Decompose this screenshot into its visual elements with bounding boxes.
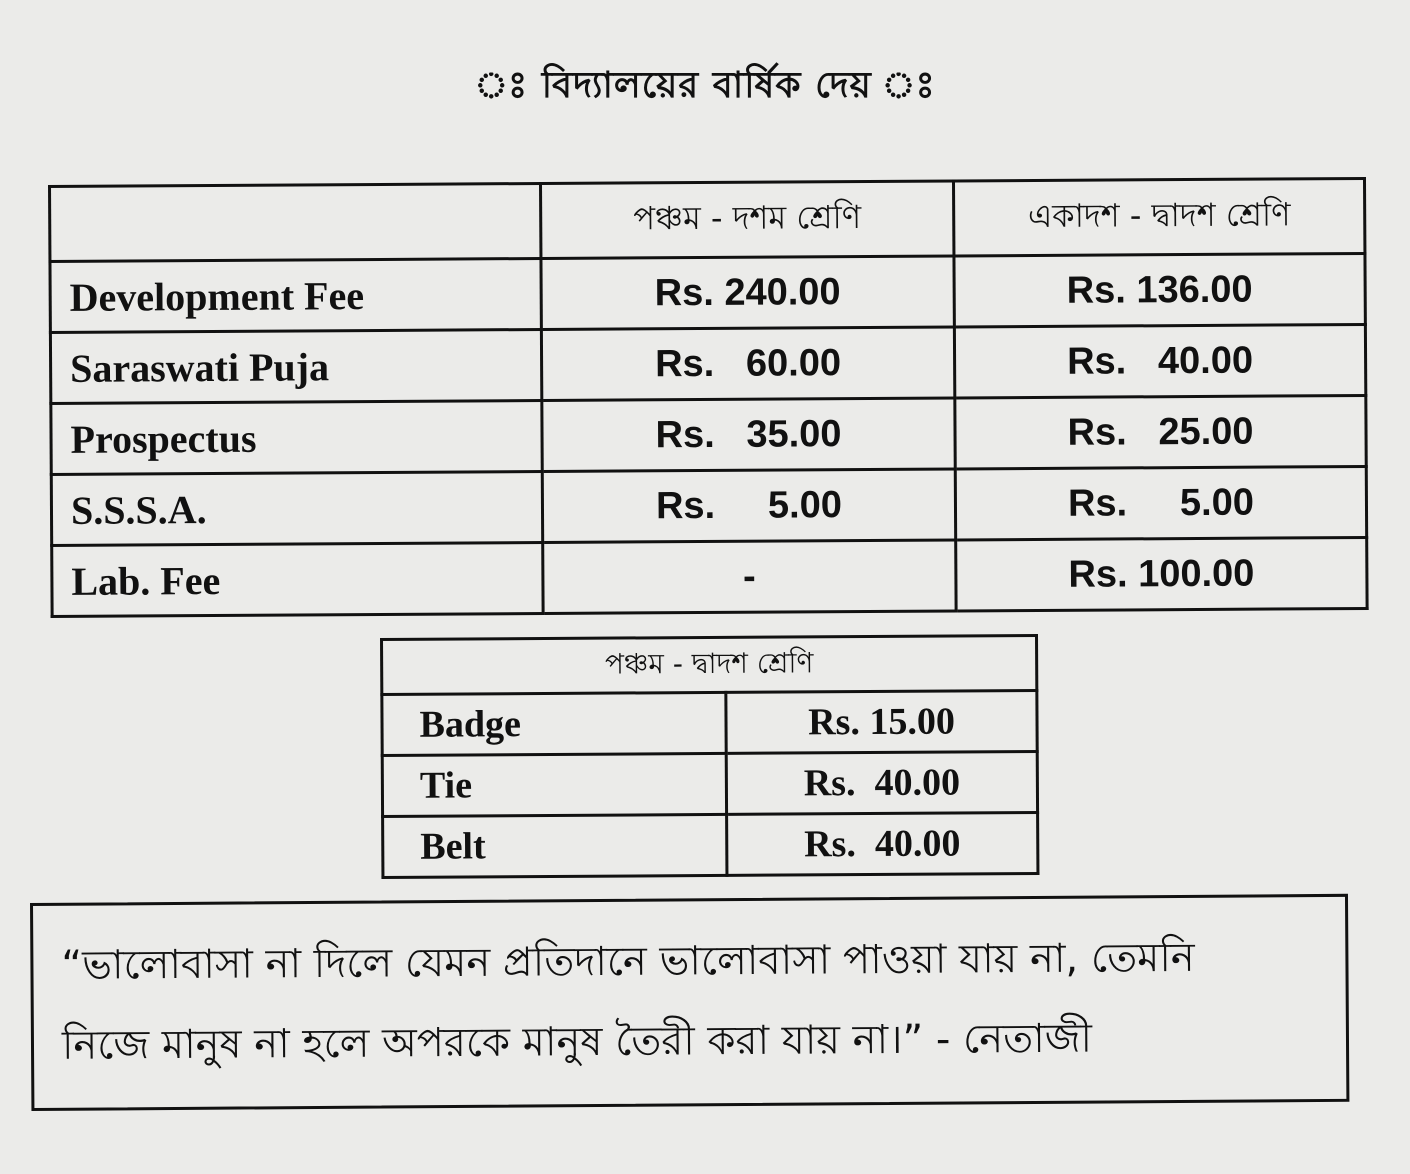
- fee-value-class-11-12: Rs. 40.00: [954, 324, 1365, 398]
- item-name: Tie: [382, 753, 726, 816]
- fee-value-class-11-12: Rs. 5.00: [955, 466, 1366, 540]
- fee-value-class-5-10: -: [543, 540, 956, 614]
- table-row: [382, 690, 1037, 755]
- fees-table-header-row: [50, 178, 1365, 261]
- fee-name: S.S.S.A.: [51, 471, 542, 545]
- fees-header-class-11-12: একাদশ - দ্বাদশ শ্রেণি: [953, 178, 1364, 256]
- table-row: [52, 537, 1367, 616]
- fee-value-class-5-10: Rs. 240.00: [541, 256, 954, 330]
- fee-value-class-11-12: Rs. 100.00: [956, 537, 1367, 611]
- fee-value-class-5-10: Rs. 35.00: [542, 398, 955, 472]
- item-name: Badge: [382, 692, 726, 755]
- quote-line-2: [62, 1007, 1093, 1081]
- quote-box: [30, 894, 1349, 1111]
- fee-value-class-11-12: Rs. 25.00: [955, 395, 1366, 469]
- fee-value-class-5-10: Rs. 5.00: [542, 469, 955, 543]
- item-name: Belt: [383, 814, 727, 877]
- table-row: [382, 751, 1037, 816]
- table-row: [50, 324, 1365, 403]
- fees-header-blank: [50, 183, 541, 261]
- items-table-header-row: [382, 635, 1037, 694]
- fee-name: Prospectus: [51, 400, 542, 474]
- table-row: [51, 395, 1366, 474]
- quote-line-1: “ভালোবাসা না দিলে যেমন প্রতিদানে ভালোবাসা পাওয়া যায় না, তেমনি: [61, 934, 1195, 989]
- fees-header-class-5-10: পঞ্চম - দশম শ্রেণি: [541, 181, 954, 259]
- table-row: [51, 466, 1366, 545]
- items-header-class-5-12: পঞ্চম - দ্বাদশ শ্রেণি: [382, 635, 1037, 694]
- annual-fees-table: [48, 177, 1369, 618]
- fee-value-class-5-10: Rs. 60.00: [541, 327, 954, 401]
- page-title: ঃ বিদ্যালয়ের বার্ষিক দেয় ঃ: [474, 65, 936, 106]
- quote-attribution: - নেতাজী: [935, 1015, 1093, 1063]
- fee-name: Saraswati Puja: [50, 329, 541, 403]
- table-row: [50, 253, 1365, 332]
- table-row: [383, 812, 1038, 877]
- fee-name: Lab. Fee: [52, 542, 543, 616]
- uniform-items-table: [380, 634, 1039, 879]
- item-value: Rs. 40.00: [726, 751, 1037, 814]
- fee-value-class-11-12: Rs. 136.00: [954, 253, 1365, 327]
- quote-line-2-text: নিজে মানুষ না হলে অপরকে মানুষ তৈরী করা যায় না।”: [61, 1016, 924, 1069]
- item-value: Rs. 15.00: [726, 690, 1037, 753]
- fee-name: Development Fee: [50, 258, 541, 332]
- item-value: Rs. 40.00: [727, 812, 1038, 875]
